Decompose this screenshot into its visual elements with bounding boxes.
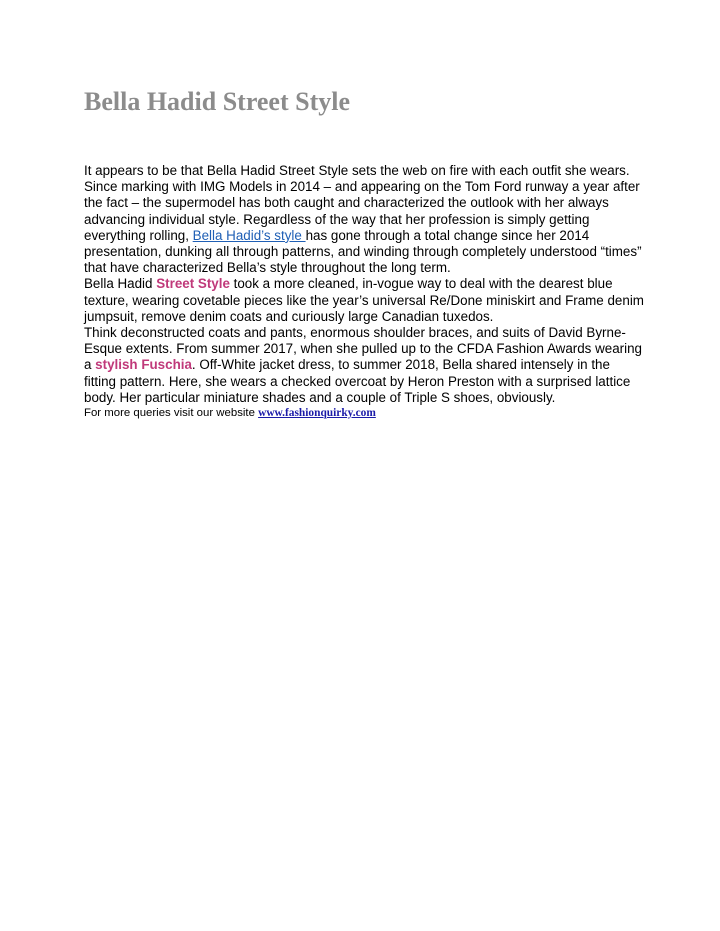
paragraph-intro-text-b: has gone through a total change since her 2014 presentation, dunking all through patterns, and winding through completely understood “times” that have characterized Bella’s style throughout the long term. — [84, 227, 642, 276]
paragraph-denim — [84, 276, 644, 325]
paragraph-intro — [84, 163, 644, 276]
paragraph-intro-text-a: It appears to be that Bella Hadid Street Style sets the web on fire with each outfit she wears. Since marking with IMG Models in 2014 – and appearing on the Tom Ford runway a year after the fact – the supermodel has both caught and characterized the outlook with her always advancing individual style. Regardless of the way that her profession is simply getting everything rolling, — [84, 163, 640, 243]
street-style-highlight: Street Style — [156, 276, 230, 292]
paragraph-tailoring — [84, 325, 644, 406]
stylish-fuschia-highlight: stylish Fuschia — [95, 357, 192, 373]
article-body — [84, 163, 644, 420]
paragraph-tailoring-text-a: Think deconstructed coats and pants, enormous shoulder braces, and suits of David Byrne-Esque extents. From summer 2017, when she pulled up to the CFDA Fashion Awards wearing a — [84, 325, 642, 373]
paragraph-denim-text-a: Bella Hadid — [84, 276, 157, 292]
footer-note — [84, 406, 644, 420]
bella-hadid-style-link[interactable]: Bella Hadid’s style — [192, 227, 306, 243]
paragraph-denim-text-b: took a more cleaned, in-vogue way to deal with the dearest blue texture, wearing covetable pieces like the year’s universal Re/Done miniskirt and Frame denim jumpsuit, remove denim coats and curiously large Canadian tuxedos. — [84, 276, 644, 324]
page-title: Bella Hadid Street Style — [84, 87, 351, 116]
paragraph-tailoring-text-b: . Off-White jacket dress, to summer 2018, Bella shared intensely in the fitting pattern. Here, she wears a checked overcoat by Heron Preston with a surprised lattice body. Her particular miniature shades and a couple of Triple S shoes, obviously. — [84, 357, 631, 405]
footer-note-text: For more queries visit our website — [84, 407, 259, 420]
website-link[interactable]: www.fashionquirky.com — [258, 407, 376, 420]
